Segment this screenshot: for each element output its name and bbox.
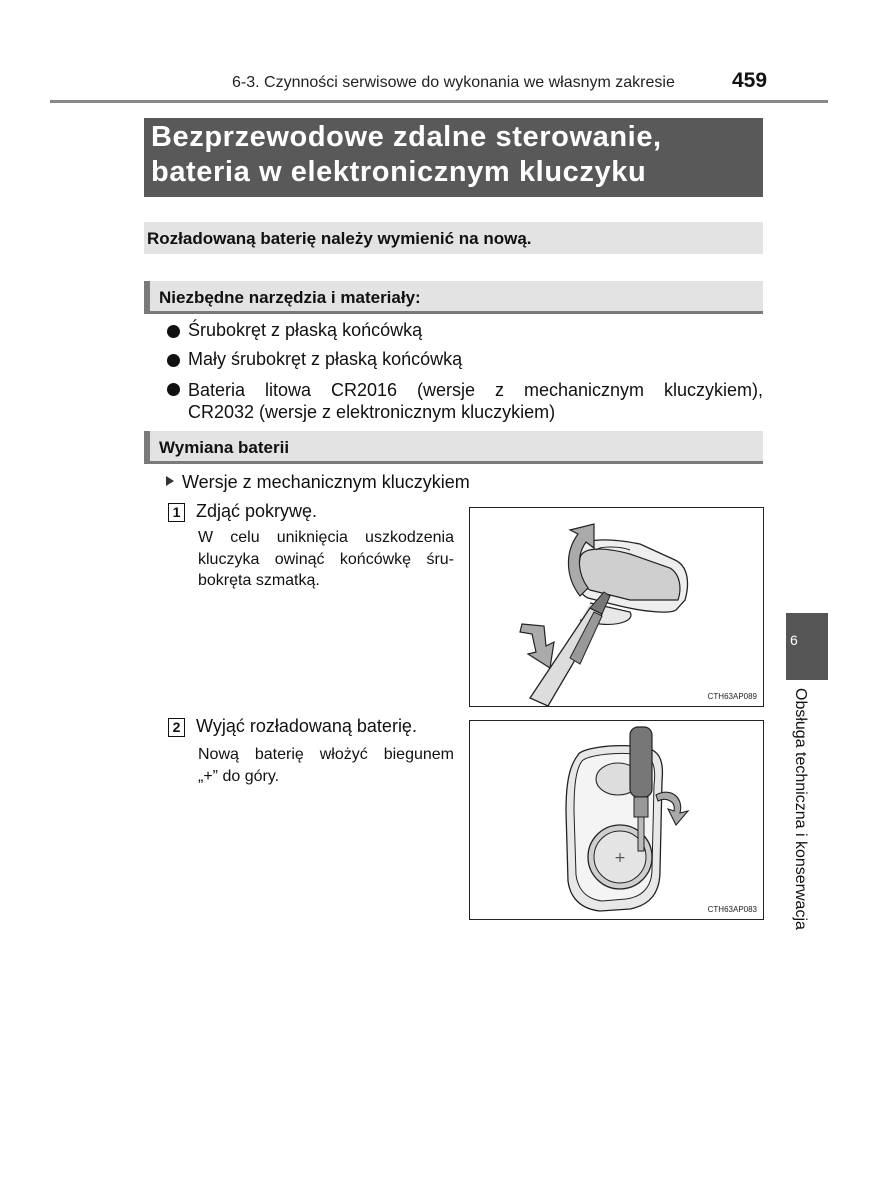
step-number-badge: 2 <box>168 718 185 737</box>
chapter-number: 6 <box>790 632 798 648</box>
intro-text: Rozładowaną baterię należy wymienić na nową. <box>147 229 532 248</box>
header-rule <box>50 100 828 103</box>
tool-item-text: Mały śrubokręt z płaską końcówką <box>188 349 463 369</box>
bullet-dot <box>167 383 180 396</box>
chapter-tab <box>786 613 828 680</box>
bullet-dot <box>167 354 180 367</box>
step-description-line: bokręta szmatką. <box>198 572 320 589</box>
figure-code: CTH63AP089 <box>707 692 757 701</box>
triangle-marker-icon <box>166 476 174 486</box>
page-number: 459 <box>732 69 768 92</box>
step-description <box>198 527 454 592</box>
step-description-line: Nową baterię włożyć biegunem <box>198 746 454 763</box>
figure-code: CTH63AP083 <box>707 905 757 914</box>
bullet-dot <box>167 325 180 338</box>
tool-item-text: Bateria litowa CR2016 (wersje z mechanicznym kluczykiem), <box>188 380 763 400</box>
variant-label <box>166 472 470 493</box>
tool-item-continuation: CR2032 (wersje z elektronicznym kluczykiem) <box>188 402 556 422</box>
step-description-line: kluczyka owinąć końcówkę śru- <box>198 550 454 568</box>
step-title: Zdjąć pokrywę. <box>196 501 318 521</box>
step-number-badge: 1 <box>168 503 185 522</box>
step-title: Wyjąć rozładowaną baterię. <box>196 716 417 736</box>
page-title-line-1: Bezprzewodowe zdalne sterowanie, <box>151 121 662 153</box>
running-header-section: 6-3. Czynności serwisowe do wykonania we własnym zakresie <box>232 74 675 91</box>
key-cover-removal-illustration <box>470 508 763 706</box>
figure-remove-cover <box>469 507 764 707</box>
intro-band <box>144 222 763 254</box>
tools-heading: Niezbędne narzędzia i materiały: <box>159 288 421 307</box>
step-description <box>198 744 454 787</box>
step-description-line: „+” do góry. <box>198 767 280 785</box>
tool-item-text: Śrubokręt z płaską końcówką <box>188 320 423 340</box>
tools-heading-band <box>144 281 763 314</box>
chapter-label: Obsługa techniczna i konserwacja <box>792 688 809 930</box>
replacement-heading-band <box>144 431 763 464</box>
battery-removal-illustration <box>470 721 763 919</box>
variant-text: Wersje z mechanicznym kluczykiem <box>182 472 470 492</box>
figure-remove-battery <box>469 720 764 920</box>
page-title-line-2: bateria w elektronicznym kluczyku <box>151 156 647 188</box>
page-title <box>144 118 763 197</box>
replacement-heading: Wymiana baterii <box>159 438 290 457</box>
step-description-line: W celu uniknięcia uszkodzenia <box>198 529 454 546</box>
svg-text:+: + <box>614 850 626 866</box>
